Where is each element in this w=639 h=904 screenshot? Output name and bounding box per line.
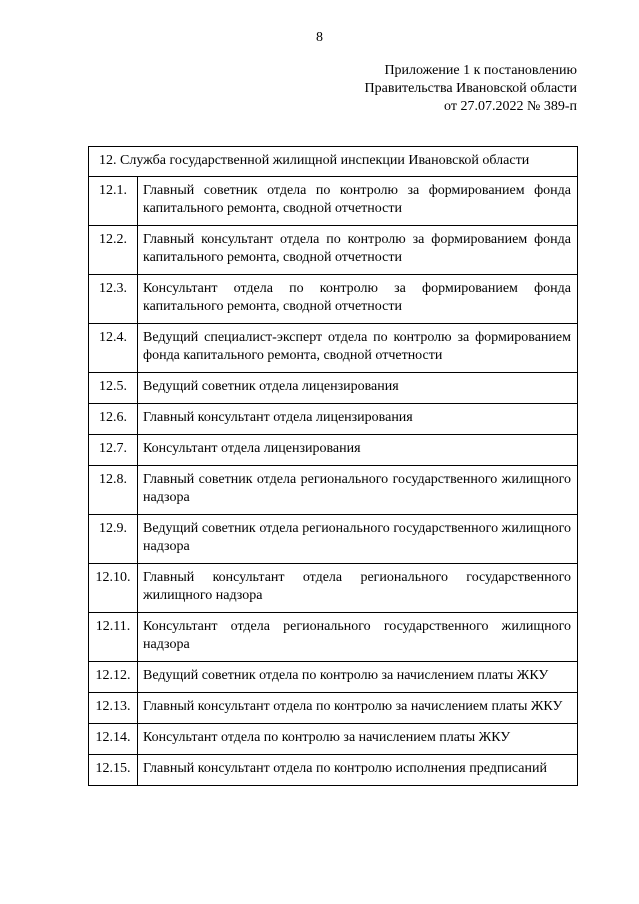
row-number: 12.6. — [89, 404, 138, 435]
table-row — [89, 435, 578, 466]
row-text: Главный советник отдела по контролю за формированием фонда капитального ремонта, сводной отчетности — [138, 177, 578, 226]
appendix-line-1: Приложение 1 к постановлению — [384, 63, 577, 78]
row-number: 12.7. — [89, 435, 138, 466]
positions-table — [88, 146, 578, 786]
row-number: 12.5. — [89, 373, 138, 404]
row-number: 12.11. — [89, 613, 138, 662]
row-text: Главный консультант отдела регионального государственного жилищного надзора — [138, 564, 578, 613]
row-text: Ведущий специалист-эксперт отдела по контролю за формированием фонда капитального ремонта, сводной отчетности — [138, 324, 578, 373]
appendix-line-2: Правительства Ивановской области — [364, 81, 577, 96]
table-row — [89, 693, 578, 724]
row-text: Главный консультант отдела по контролю исполнения предписаний — [138, 755, 578, 786]
table-row — [89, 275, 578, 324]
table-row — [89, 324, 578, 373]
section-row — [89, 147, 578, 177]
row-text: Ведущий советник отдела по контролю за начислением платы ЖКУ — [138, 662, 578, 693]
row-text: Главный консультант отдела по контролю за начислением платы ЖКУ — [138, 693, 578, 724]
row-number: 12.15. — [89, 755, 138, 786]
row-number: 12.13. — [89, 693, 138, 724]
row-number: 12.9. — [89, 515, 138, 564]
row-text: Главный консультант отдела по контролю за формированием фонда капитального ремонта, сводной отчетности — [138, 226, 578, 275]
row-number: 12.2. — [89, 226, 138, 275]
row-text: Ведущий советник отдела лицензирования — [138, 373, 578, 404]
row-text: Ведущий советник отдела регионального государственного жилищного надзора — [138, 515, 578, 564]
table-row — [89, 466, 578, 515]
row-number: 12.4. — [89, 324, 138, 373]
table-row — [89, 373, 578, 404]
row-text: Главный консультант отдела лицензирования — [138, 404, 578, 435]
section-title: 12. Служба государственной жилищной инспекции Ивановской области — [89, 147, 578, 177]
table-row — [89, 564, 578, 613]
table-row — [89, 662, 578, 693]
appendix-line-3: от 27.07.2022 № 389-п — [444, 99, 577, 114]
row-number: 12.1. — [89, 177, 138, 226]
row-text: Консультант отдела по контролю за формированием фонда капитального ремонта, сводной отчетности — [138, 275, 578, 324]
page-number: 8 — [316, 30, 323, 45]
table-row — [89, 515, 578, 564]
row-number: 12.12. — [89, 662, 138, 693]
row-text: Главный советник отдела регионального государственного жилищного надзора — [138, 466, 578, 515]
row-number: 12.10. — [89, 564, 138, 613]
row-number: 12.14. — [89, 724, 138, 755]
row-number: 12.8. — [89, 466, 138, 515]
table-row — [89, 177, 578, 226]
table-row — [89, 226, 578, 275]
row-number: 12.3. — [89, 275, 138, 324]
table-row — [89, 404, 578, 435]
table-row — [89, 724, 578, 755]
appendix-header — [365, 62, 577, 116]
row-text: Консультант отдела по контролю за начислением платы ЖКУ — [138, 724, 578, 755]
table-row — [89, 755, 578, 786]
row-text: Консультант отдела лицензирования — [138, 435, 578, 466]
row-text: Консультант отдела регионального государственного жилищного надзора — [138, 613, 578, 662]
table-row — [89, 613, 578, 662]
